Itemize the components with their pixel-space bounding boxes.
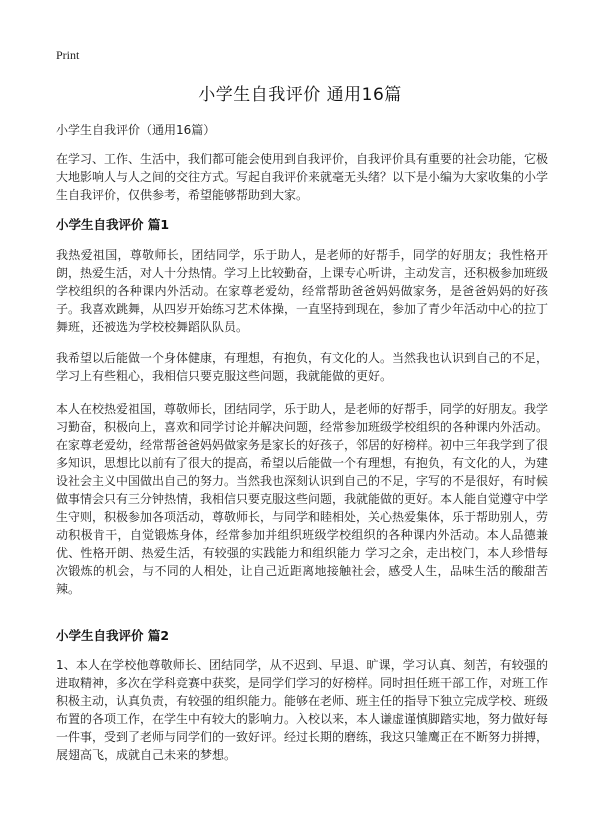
section-2-paragraph-1: 1、本人在学校他尊敬师长、团结同学，从不迟到、早退、旷课，学习认真、刻苦，有较强的进取精神，多次在学科竞赛中获奖，是同学们学习的好榜样。同时担任班干部工作，对班工作积极主动，认真负责，有较强的组织能力。能够在老师、班主任的指导下独立完成学校、班级布置的各项工作，在学生中有较大的影响力。入校以来，本人谦虚谨慎脚踏实地，努力做好每一件事，受到了老师与同学们的一致好评。经过长期的磨练，我这只雏鹰正在不断努力拼搏，展翅高飞，成就自己未来的梦想。: [56, 658, 549, 762]
print-label[interactable]: Print: [56, 48, 80, 62]
section-1-paragraph-1: 我热爱祖国，尊敬师长，团结同学，乐于助人，是老师的好帮手，同学的好朋友；我性格开朗，热爱生活，对人十分热情。学习上比较勤奋，上课专心听讲，主动发言，还积极参加班级学校组织的各种课内外活动。在家尊老爱幼，经常帮助爸爸妈妈做家务，是爸爸妈妈的好孩子。我喜欢跳舞，从四岁开始练习艺术体操，一直坚持到现在，参加了青少年活动中心的拉丁舞班，还被选为学校校舞蹈队队员。: [56, 248, 549, 334]
section-1-paragraph-3: 本人在校热爱祖国，尊敬师长，团结同学，乐于助人，是老师的好帮手，同学的好朋友。我学习勤奋，积极向上，喜欢和同学讨论并解决问题，经常参加班级学校组织的各种课内外活动。在家尊老爱幼，经常帮爸爸妈妈做家务是家长的好孩子，邻居的好榜样。初中三年我学到了很多知识，思想比以前有了很大的提高，希望以后能做一个有理想，有抱负，有文化的人，为建设社会主义中国做出自己的努力。当然我也深刻认识到自己的不足，字写的不是很好，有时候做事情会只有三分钟热情，我相信只要克服这些问题，我就能做的更好。本人能自觉遵守中学生守则，积极参加各项活动，尊敬师长，与同学和睦相处，关心热爱集体，乐于帮助别人，劳动积极肯干，自觉锻炼身体，经常参加并组织班级学校组织的各种课内外活动。本人品德兼优、性格开朗、热爱生活，有较强的实践能力和组织能力 学习之余，走出校门，本人珍惜每次锻炼的机会，与不同的人相处，让自己近距离地接触社会，感受人生，品味生活的酸甜苦辣。: [56, 402, 549, 596]
section-heading-2: 小学生自我评价 篇2: [56, 628, 170, 643]
section-heading-1: 小学生自我评价 篇1: [56, 217, 170, 232]
document-subtitle: 小学生自我评价（通用16篇）: [56, 123, 216, 137]
intro-paragraph: 在学习、工作、生活中，我们都可能会使用到自我评价，自我评价具有重要的社会功能，它极大地影响人与人之间的交往方式。写起自我评价来就毫无头绪？以下是小编为大家收集的小学生自我评价，仅供参考，希望能够帮助到大家。: [56, 152, 549, 202]
page-title: 小学生自我评价 通用16篇: [198, 85, 402, 105]
section-1-paragraph-2: 我希望以后能做一个身体健康，有理想，有抱负，有文化的人。当然我也认识到自己的不足，学习上有些粗心，我相信只要克服这些问题，我就能做的更好。: [56, 351, 549, 383]
